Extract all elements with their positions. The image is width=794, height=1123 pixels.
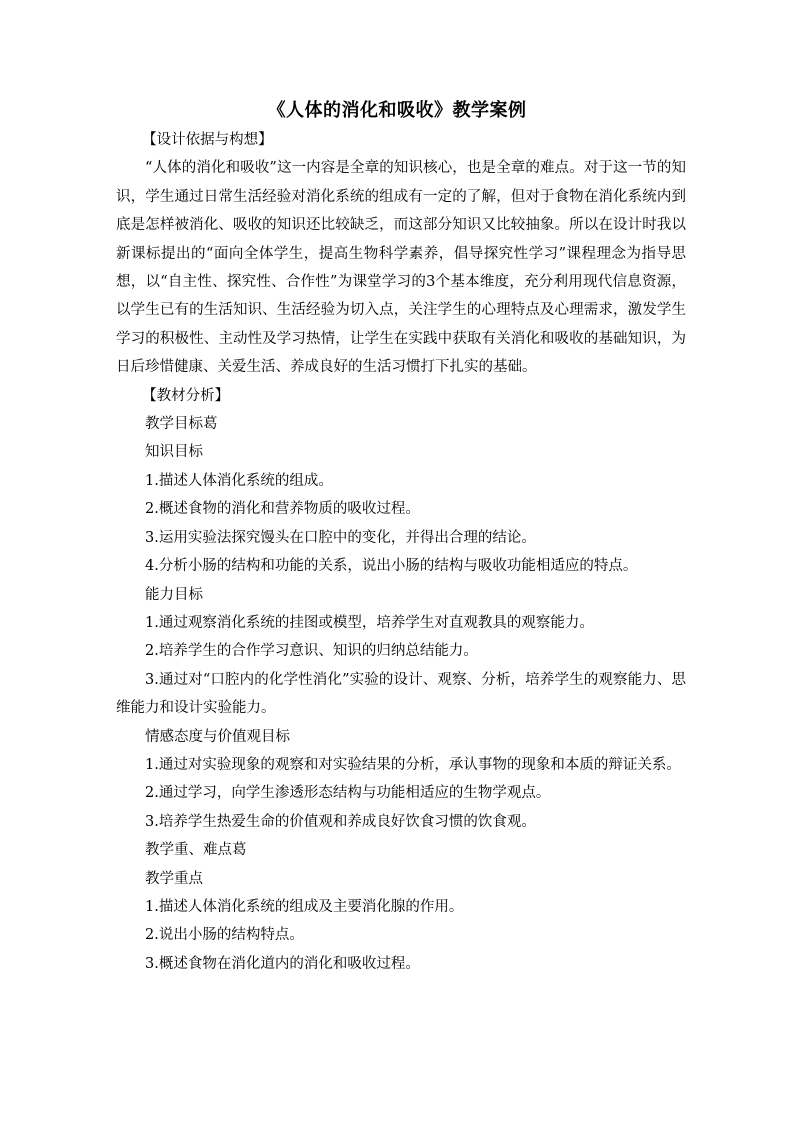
design-basis-paragraph: “人体的消化和吸收”这一内容是全章的知识核心，也是全章的难点。对于这一节的知识，学生通过日常生活经验对消化系统的组成有一定的了解，但对于食物在消化系统内到底是怎样被消化、吸收的知识还比较缺乏，而这部分知识又比较抽象。所以在设计时我以新课标提出的“面向全体学生，提高生物科学素养，倡导探究性学习”课程理念为指导思想，以“自主性、探究性、合作性”为课堂学习的3个基本维度，充分利用现代信息资源，以学生已有的生活知识、生活经验为切入点，关注学生的心理特点及心理需求，激发学生学习的积极性、主动性及学习热情，让学生在实践中获取有关消化和吸收的基础知识，为日后珍惜健康、关爱生活、养成良好的生活习惯打下扎实的基础。: [116, 160, 686, 376]
teaching-focus-item: 3.概述食物在消化道内的消化和吸收过程。: [145, 955, 420, 972]
teaching-focus-item: 2.说出小肠的结构特点。: [145, 927, 304, 944]
emotion-goal-item: 3.培养学生热爱生命的价值观和养成良好饮食习惯的饮食观。: [145, 813, 536, 830]
ability-goals-title: 能力目标: [145, 586, 203, 603]
knowledge-goal-item: 2.概述食物的消化和营养物质的吸收过程。: [145, 501, 420, 518]
teaching-focus-item: 1.描述人体消化系统的组成及主要消化腺的作用。: [145, 898, 464, 915]
knowledge-goal-item: 4.分析小肠的结构和功能的关系，说出小肠的结构与吸收功能相适应的特点。: [145, 558, 638, 575]
document-body: [116, 126, 686, 978]
emotion-goal-item: 2.通过学习，向学生渗透形态结构与功能相适应的生物学观点。: [145, 785, 551, 802]
focus-difficulty-heading: 教学重、难点葛: [145, 842, 247, 859]
knowledge-goals-title: 知识目标: [145, 444, 203, 461]
ability-goal-item: 3.通过对“口腔内的化学性消化”实验的设计、观察、分析，培养学生的观察能力、思维能力和设计实验能力。: [116, 671, 686, 717]
ability-goal-item: 2.培养学生的合作学习意识、知识的归纳总结能力。: [145, 643, 478, 660]
knowledge-goal-item: 3.运用实验法探究馒头在口腔中的变化，并得出合理的结论。: [145, 529, 536, 546]
section-heading-design-basis: 【设计依据与构想】: [142, 132, 273, 148]
document-title: 《人体的消化和吸收》教学案例: [267, 100, 527, 121]
knowledge-goal-item: 1.描述人体消化系统的组成。: [145, 472, 333, 489]
emotion-goals-title: 情感态度与价值观目标: [145, 728, 290, 745]
emotion-goal-item: 1.通过对实验现象的观察和对实验结果的分析，承认事物的现象和本质的辩证关系。: [145, 756, 681, 773]
ability-goal-item: 1.通过观察消化系统的挂图或模型，培养学生对直观教具的观察能力。: [145, 614, 594, 631]
teaching-goals-heading: 教学目标葛: [145, 416, 218, 433]
teaching-focus-title: 教学重点: [145, 870, 203, 887]
section-heading-textbook-analysis: 【教材分析】: [142, 387, 230, 404]
